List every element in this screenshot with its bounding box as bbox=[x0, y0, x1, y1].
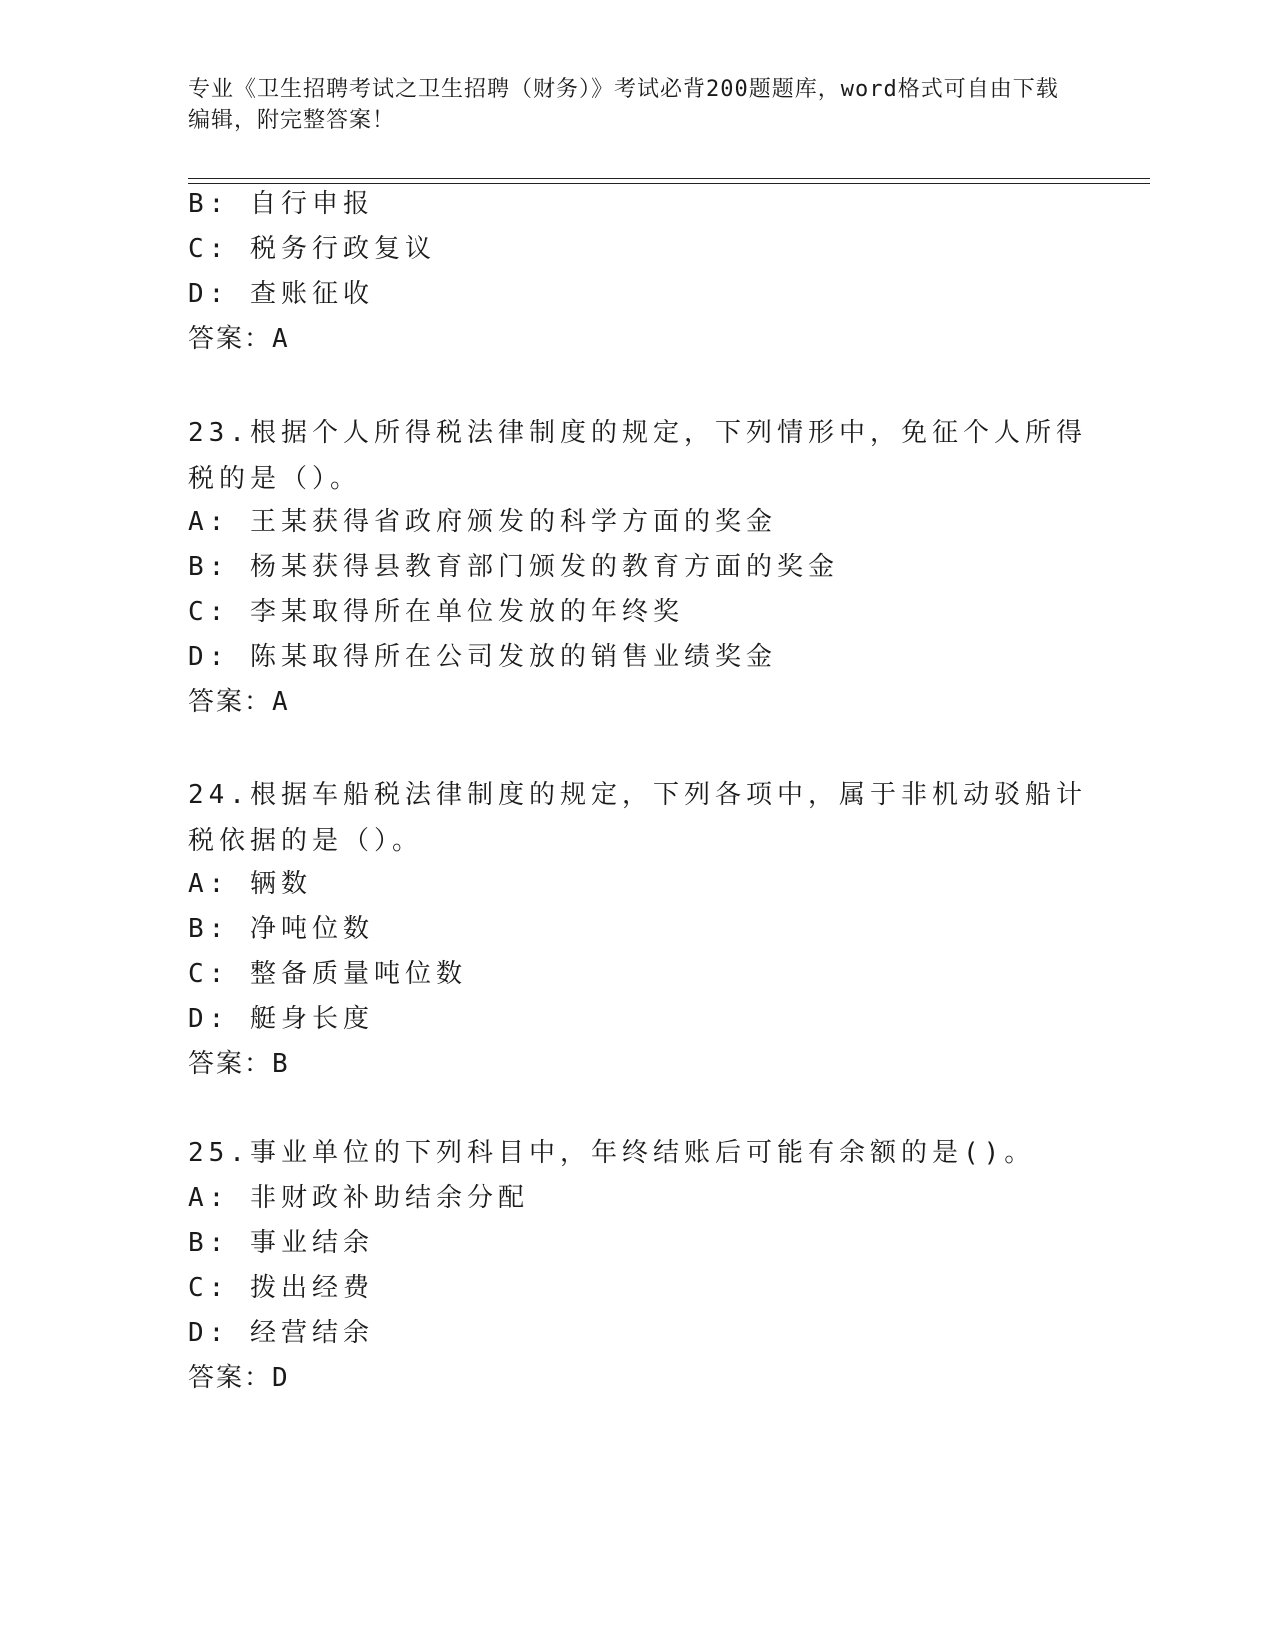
option-d: D: 经营结余 bbox=[188, 1318, 374, 1348]
question-stem: 23.根据个人所得税法律制度的规定，下列情形中，免征个人所得税的是（）。 bbox=[188, 418, 1087, 494]
option-d: D: 陈某取得所在公司发放的销售业绩奖金 bbox=[188, 642, 777, 672]
option-c: C: 税务行政复议 bbox=[188, 234, 436, 264]
option-b: B: 自行申报 bbox=[188, 189, 374, 219]
document-header: 专业《卫生招聘考试之卫生招聘（财务）》考试必背200题题库，word格式可自由下载编辑，附完整答案！ bbox=[188, 77, 1059, 133]
answer-line: 答案：B bbox=[188, 1049, 290, 1079]
option-d: D: 查账征收 bbox=[188, 279, 374, 309]
answer-line: 答案：A bbox=[188, 324, 290, 354]
header-divider-bottom bbox=[188, 183, 1150, 184]
option-b: B: 事业结余 bbox=[188, 1228, 374, 1258]
option-a: A: 辆数 bbox=[188, 869, 312, 899]
answer-line: 答案：A bbox=[188, 687, 290, 717]
option-a: A: 王某获得省政府颁发的科学方面的奖金 bbox=[188, 507, 777, 537]
option-c: C: 李某取得所在单位发放的年终奖 bbox=[188, 597, 684, 627]
option-b: B: 杨某获得县教育部门颁发的教育方面的奖金 bbox=[188, 552, 839, 582]
question-stem: 25.事业单位的下列科目中，年终结账后可能有余额的是()。 bbox=[188, 1138, 1036, 1168]
option-c: C: 整备质量吨位数 bbox=[188, 959, 467, 989]
option-a: A: 非财政补助结余分配 bbox=[188, 1183, 529, 1213]
header-divider-top bbox=[188, 178, 1150, 179]
answer-line: 答案：D bbox=[188, 1363, 290, 1393]
question-stem: 24.根据车船税法律制度的规定，下列各项中，属于非机动驳船计税依据的是（）。 bbox=[188, 780, 1087, 856]
option-c: C: 拨出经费 bbox=[188, 1273, 374, 1303]
option-b: B: 净吨位数 bbox=[188, 914, 374, 944]
option-d: D: 艇身长度 bbox=[188, 1004, 374, 1034]
